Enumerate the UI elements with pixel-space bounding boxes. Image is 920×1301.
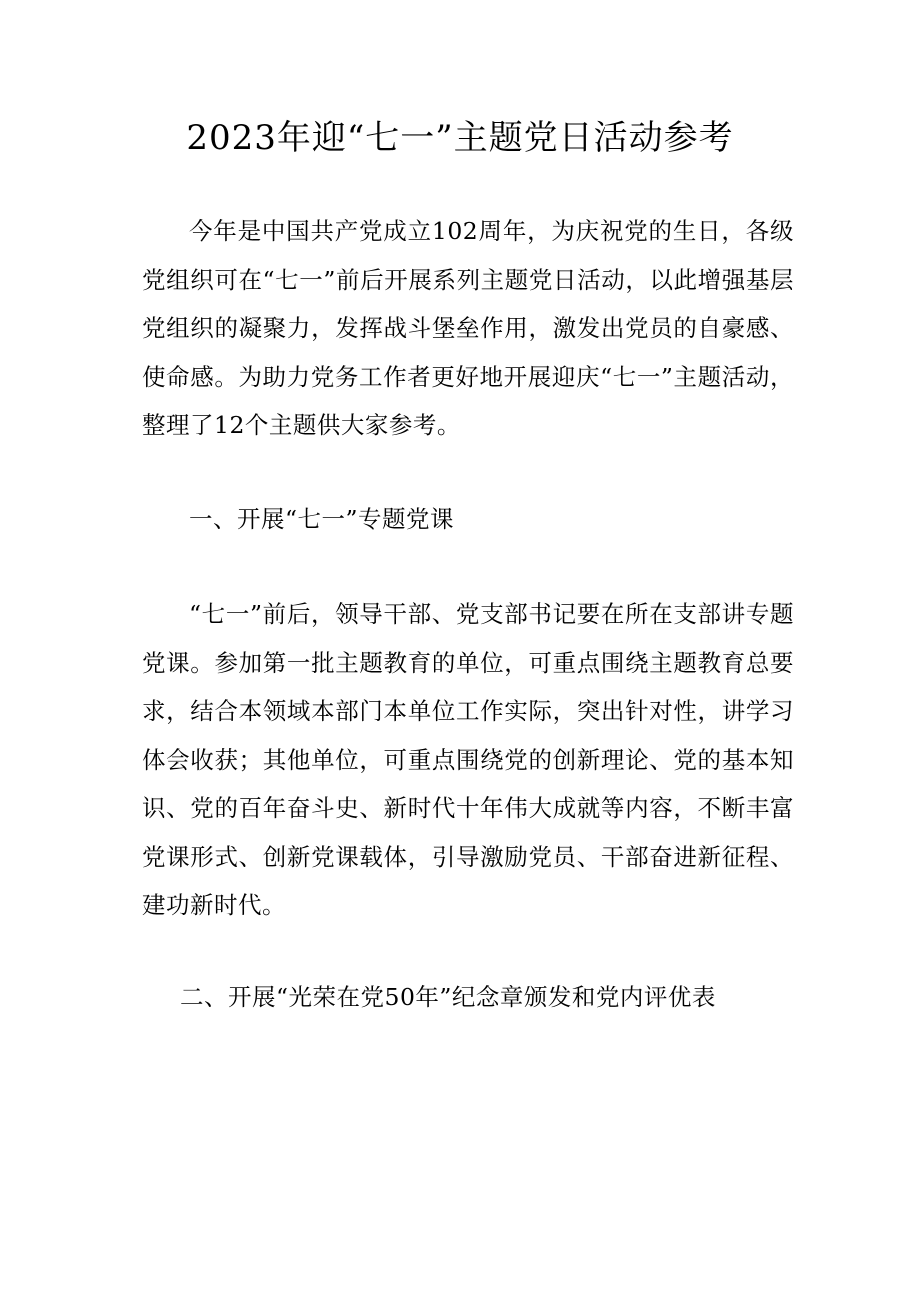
section-heading-2: 二、开展“光荣在党50年”纪念章颁发和党内评优表 (180, 983, 716, 1011)
document-title: 2023年迎“七一”主题党日活动参考 (186, 118, 734, 158)
section-body-1: “七一”前后，领导干部、党支部书记要在所在支部讲专题党课。参加第一批主题教育的单位，可重点围绕主题教育总要求，结合本领域本部门本单位工作实际，突出针对性，讲学习体会收获；其他单位，可重点围绕党的创新理论、党的基本知识、党的百年奋斗史、新时代十年伟大成就等内容，不断丰富党课形式、创新党课载体，引导激励党员、干部奋进新征程、建功新时代。 (142, 600, 794, 919)
intro-paragraph: 今年是中国共产党成立102周年，为庆祝党的生日，各级党组织可在“七一”前后开展系列主题党日活动，以此增强基层党组织的凝聚力，发挥战斗堡垒作用，激发出党员的自豪感、使命感。为助力党务工作者更好地开展迎庆“七一”主题活动，整理了12个主题供大家参考。 (142, 217, 794, 439)
section-heading-1: 一、开展“七一”专题党课 (189, 505, 455, 533)
